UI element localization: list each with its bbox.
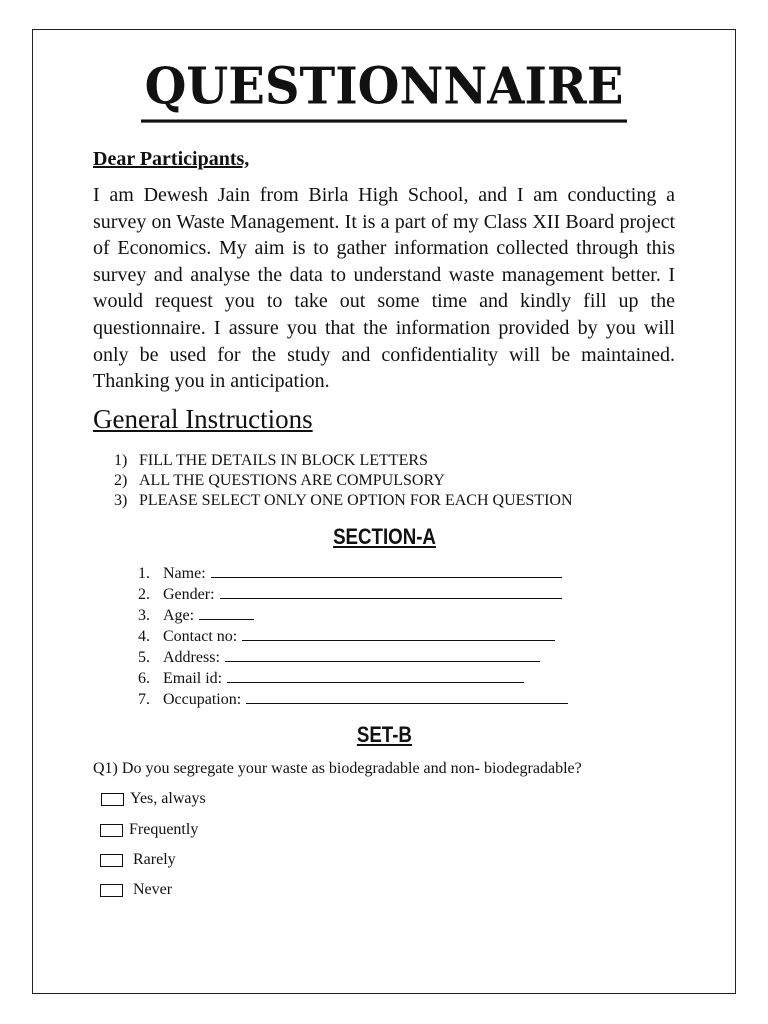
title-text: QUESTIONNAIRE [141, 54, 628, 122]
field-label: Address: [163, 649, 220, 666]
gender-field-blank[interactable] [220, 584, 562, 599]
option-label: Never [133, 881, 173, 898]
option-rarely[interactable] [100, 851, 176, 869]
option-yes-always[interactable] [101, 790, 206, 808]
instruction-number: 1) [114, 452, 128, 469]
checkbox[interactable] [100, 884, 123, 897]
field-number: 5. [138, 649, 150, 666]
instruction-text: ALL THE QUESTIONS ARE COMPULSORY [139, 472, 445, 489]
field-number: 6. [138, 670, 150, 687]
contact-field-blank[interactable] [242, 626, 555, 641]
field-label: Age: [163, 607, 195, 624]
option-label: Frequently [129, 821, 199, 838]
field-number: 7. [138, 691, 150, 708]
general-instructions-heading: General Instructions [93, 404, 313, 434]
instruction-item [114, 471, 573, 491]
instruction-item [114, 451, 573, 471]
set-b-heading [0, 722, 768, 748]
field-label: Email id: [163, 670, 223, 687]
instruction-number: 3) [114, 492, 128, 509]
greeting: Dear Participants, [93, 148, 250, 170]
section-a-heading [0, 524, 768, 550]
field-number: 2. [138, 586, 150, 603]
checkbox[interactable] [101, 793, 124, 806]
field-number: 4. [138, 628, 150, 645]
age-field-blank[interactable] [199, 605, 254, 620]
personal-details-form [138, 563, 568, 710]
occupation-field-blank[interactable] [246, 689, 568, 704]
document-title [0, 56, 768, 121]
checkbox[interactable] [100, 854, 123, 867]
instructions-list [114, 451, 573, 511]
contact-field-row [138, 626, 568, 647]
field-number: 1. [138, 565, 150, 582]
email-field-row [138, 668, 568, 689]
instruction-item [114, 491, 573, 511]
option-never[interactable] [100, 881, 172, 899]
field-label: Gender: [163, 586, 215, 603]
instruction-text: FILL THE DETAILS IN BLOCK LETTERS [139, 452, 428, 469]
age-field-row [138, 605, 568, 626]
email-field-blank[interactable] [227, 668, 524, 683]
intro-paragraph: I am Dewesh Jain from Birla High School, and I am conducting a survey on Waste Management. It is a part of my Class XII Board project of Economics. My aim is to gather information collected through this survey and analyse the data to understand waste management better. I would request you to take out some time and kindly fill up the questionnaire. I assure you that the information provided by you will only be used for the study and confidentiality will be maintained. Thanking you in anticipation. [93, 184, 675, 393]
address-field-blank[interactable] [225, 647, 540, 662]
occupation-field-row [138, 689, 568, 710]
option-label: Rarely [133, 851, 176, 868]
field-label: Occupation: [163, 691, 242, 708]
gender-field-row [138, 584, 568, 605]
option-label: Yes, always [130, 790, 206, 807]
page-border [32, 29, 736, 994]
question-1: Q1) Do you segregate your waste as biodegradable and non- biodegradable? [93, 760, 582, 777]
field-label: Contact no: [163, 628, 238, 645]
section-a-title: SECTION-A [332, 524, 436, 549]
name-field-blank[interactable] [211, 563, 562, 578]
instruction-number: 2) [114, 472, 128, 489]
instruction-text: PLEASE SELECT ONLY ONE OPTION FOR EACH QUESTION [139, 492, 573, 509]
field-number: 3. [138, 607, 150, 624]
option-frequently[interactable] [100, 821, 198, 839]
name-field-row [138, 563, 568, 584]
set-b-title: SET-B [356, 722, 412, 747]
field-label: Name: [163, 565, 206, 582]
address-field-row [138, 647, 568, 668]
checkbox[interactable] [100, 824, 123, 837]
